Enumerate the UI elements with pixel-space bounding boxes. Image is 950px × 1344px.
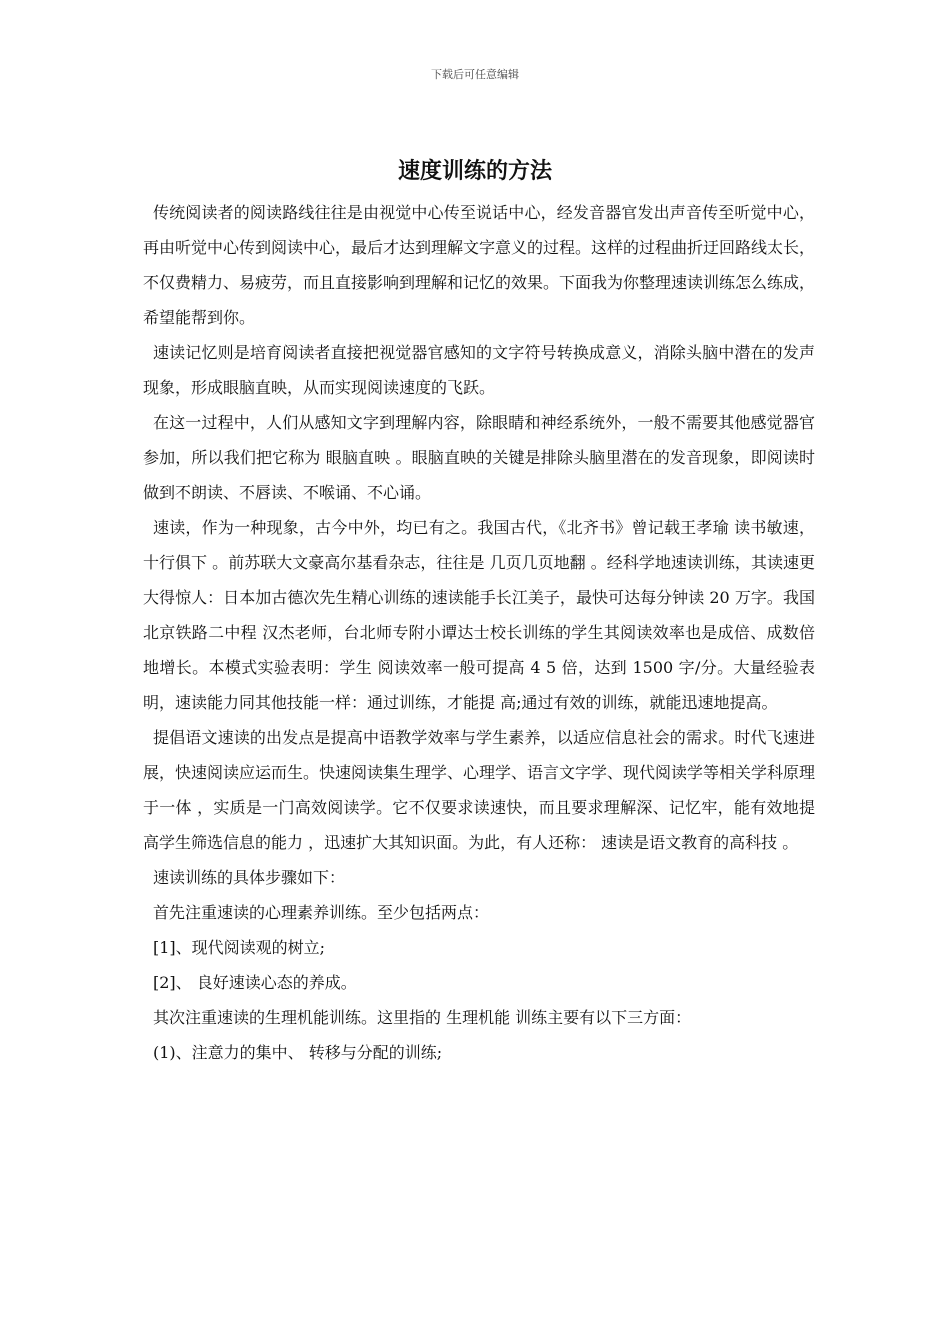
document-body xyxy=(143,195,815,1070)
paragraph-speed-memory: 速读记忆则是培育阅读者直接把视觉器官感知的文字符号转换成意义，消除头脑中潜在的发声现象，形成眼脑直映，从而实现阅读速度的飞跃。 xyxy=(143,343,815,397)
paragraph-history: 速读，作为一种现象，古今中外，均已有之。我国古代，《北齐书》曾记载王孝瑜 读书敏速，十行俱下 。前苏联大文豪高尔基看杂志，往往是 几页几页地翻 。经科学地速读训练，其读速更大得惊人：日本加古德次先生精心训练的速读能手长江美子，最快可达每分钟读 20 万字。我国北京铁路二中程 汉杰老师，台北师专附小谭达士校长训练的学生其阅读效率也是成倍、成数倍地增长。本模式实验表明：学生 阅读效率一般可提高 4 5 倍，达到 1500 字/分。大量经验表明，速读能力同其他技能一样：通过训练，才能提 高;通过有效的训练，就能迅速地提高。 xyxy=(143,518,815,712)
paragraph-intro: 传统阅读者的阅读路线往往是由视觉中心传至说话中心，经发音器官发出声音传至听觉中心，再由听觉中心传到阅读中心，最后才达到理解文字意义的过程。这样的过程曲折迂回路线太长，不仅费精力、易疲劳，而且直接影响到理解和记忆的效果。下面我为你整理速读训练怎么练成，希望能帮到你。 xyxy=(143,203,816,327)
header-note: 下载后可任意编辑 xyxy=(431,68,519,81)
list-item-attention: (1)、注意力的集中、 转移与分配的训练; xyxy=(153,1043,443,1062)
list-item-1: [1]、现代阅读观的树立; xyxy=(153,938,326,957)
paragraph-eye-brain: 在这一过程中，人们从感知文字到理解内容，除眼睛和神经系统外，一般不需要其他感觉器官参加，所以我们把它称为 眼脑直映 。眼脑直映的关键是排除头脑里潜在的发音现象，即阅读时做到不朗读、不唇读、不喉诵、不心诵。 xyxy=(143,413,815,502)
document-title: 速度训练的方法 xyxy=(397,159,552,184)
paragraph-steps-heading: 速读训练的具体步骤如下： xyxy=(153,868,346,887)
paragraph-purpose: 提倡语文速读的出发点是提高中语教学效率与学生素养，以适应信息社会的需求。时代飞速进展，快速阅读应运而生。快速阅读集生理学、心理学、语言文字学、现代阅读学等相关学科原理于一体 ，实质是一门高效阅读学。它不仅要求读速快，而且要求理解深、记忆牢，能有效地提高学生筛选信息的能力 ，迅速扩大其知识面。为此，有人还称： 速读是语文教育的高科技 。 xyxy=(143,728,816,852)
list-item-2: [2]、 良好速读心态的养成。 xyxy=(153,973,357,992)
paragraph-step-psychology: 首先注重速读的心理素养训练。至少包括两点： xyxy=(153,903,490,922)
paragraph-step-physiology: 其次注重速读的生理机能训练。这里指的 生理机能 训练主要有以下三方面： xyxy=(153,1008,692,1027)
